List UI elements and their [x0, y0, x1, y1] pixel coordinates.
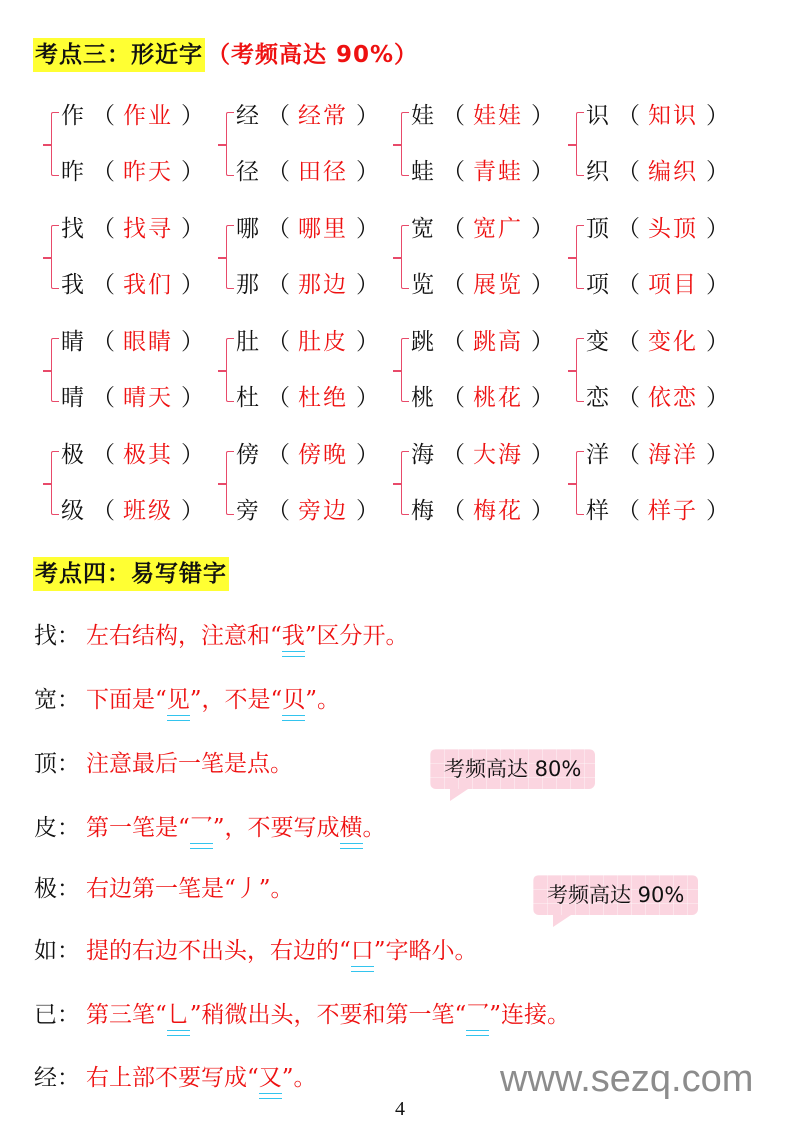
paren-open: （	[267, 159, 290, 185]
paren-open: （	[267, 498, 290, 524]
paren-close: ）	[181, 272, 204, 298]
pair-top	[586, 100, 737, 132]
example-word: 经常	[298, 103, 348, 129]
pair-bottom	[411, 156, 562, 188]
example-word: 晴天	[123, 385, 173, 411]
brace-icon	[576, 451, 584, 515]
paren-close: ）	[356, 272, 379, 298]
paren-open: （	[617, 216, 640, 242]
paren-close: ）	[181, 216, 204, 242]
brace-icon	[226, 451, 234, 515]
note-text: 注意最后一笔是点。	[86, 751, 293, 777]
paren-close: ）	[356, 216, 379, 242]
example-word: 梅花	[473, 498, 523, 524]
example-word: 作业	[123, 103, 173, 129]
pair-top	[61, 100, 212, 132]
char: 样	[586, 498, 609, 524]
paren-open: （	[617, 272, 640, 298]
section4-heading	[33, 557, 229, 591]
paren-close: ）	[181, 103, 204, 129]
char-pair-group	[565, 92, 735, 192]
char: 级	[61, 498, 84, 524]
example-word: 头顶	[648, 216, 698, 242]
note-colon: ：	[57, 1002, 80, 1028]
paren-close: ）	[706, 216, 729, 242]
note-item	[34, 747, 293, 781]
note-item	[34, 811, 386, 845]
paren-close: ）	[706, 498, 729, 524]
brace-icon	[401, 338, 409, 402]
brace-icon	[51, 451, 59, 515]
note-colon: ：	[57, 938, 80, 964]
char-pair-group	[215, 205, 385, 305]
paren-open: （	[267, 103, 290, 129]
note-item	[34, 872, 294, 906]
note-colon: ：	[57, 751, 80, 777]
char: 洋	[586, 442, 609, 468]
paren-close: ）	[531, 498, 554, 524]
underlined-char: 我	[282, 619, 305, 653]
pair-top	[586, 326, 737, 358]
paren-open: （	[267, 442, 290, 468]
pair-bottom	[236, 156, 387, 188]
paren-open: （	[617, 442, 640, 468]
char: 作	[61, 103, 84, 129]
char: 变	[586, 329, 609, 355]
paren-open: （	[617, 385, 640, 411]
note-item	[34, 934, 478, 968]
page-number: 4	[395, 1098, 405, 1120]
note-colon: ：	[57, 623, 80, 649]
example-word: 那边	[298, 272, 348, 298]
pair-top	[61, 213, 212, 245]
pair-top	[586, 439, 737, 471]
note-char: 经	[34, 1065, 57, 1091]
char: 找	[61, 216, 84, 242]
underlined-char: 乛	[190, 811, 213, 845]
brace-icon	[51, 338, 59, 402]
char: 蛙	[411, 159, 434, 185]
brace-icon	[51, 112, 59, 176]
brace-icon	[51, 225, 59, 289]
pair-top	[236, 213, 387, 245]
char-pair-group	[390, 318, 560, 418]
note-char: 找	[34, 623, 57, 649]
pair-top	[586, 213, 737, 245]
note-char: 皮	[34, 815, 57, 841]
section3-heading	[33, 38, 418, 72]
note-char: 极	[34, 876, 57, 902]
char: 项	[586, 272, 609, 298]
paren-open: （	[442, 498, 465, 524]
paren-close: ）	[356, 385, 379, 411]
example-word: 我们	[123, 272, 173, 298]
paren-close: ）	[356, 329, 379, 355]
example-word: 海洋	[648, 442, 698, 468]
note-text: 第三笔“	[86, 1002, 167, 1028]
note-colon: ：	[57, 876, 80, 902]
paren-open: （	[617, 103, 640, 129]
note-text: 第一笔是“	[86, 815, 190, 841]
frequency-callout	[533, 875, 698, 915]
char: 旁	[236, 498, 259, 524]
pair-bottom	[586, 269, 737, 301]
note-text: ”，不是“	[189, 687, 283, 713]
paren-close: ）	[181, 329, 204, 355]
paren-open: （	[442, 159, 465, 185]
paren-open: （	[92, 159, 115, 185]
pair-top	[236, 326, 387, 358]
paren-close: ）	[531, 442, 554, 468]
paren-close: ）	[706, 103, 729, 129]
paren-open: （	[442, 272, 465, 298]
char-pair-group	[40, 92, 210, 192]
note-text: 右边第一笔是“丿”。	[86, 876, 294, 902]
note-text: ”区分开。	[304, 623, 409, 649]
example-word: 知识	[648, 103, 698, 129]
note-char: 如	[34, 938, 57, 964]
note-colon: ：	[57, 1065, 80, 1091]
brace-icon	[401, 451, 409, 515]
paren-open: （	[442, 216, 465, 242]
example-word: 大海	[473, 442, 523, 468]
example-word: 样子	[648, 498, 698, 524]
char-pair-group	[215, 431, 385, 531]
paren-open: （	[92, 385, 115, 411]
paren-open: （	[267, 329, 290, 355]
char: 经	[236, 103, 259, 129]
callout-text: 考频高达 90%	[547, 883, 685, 907]
pair-bottom	[236, 382, 387, 414]
example-word: 旁边	[298, 498, 348, 524]
paren-close: ）	[356, 498, 379, 524]
example-word: 项目	[648, 272, 698, 298]
char-pair-group	[215, 318, 385, 418]
paren-open: （	[92, 103, 115, 129]
pair-bottom	[586, 156, 737, 188]
char-pair-group	[390, 205, 560, 305]
char: 识	[586, 103, 609, 129]
example-word: 昨天	[123, 159, 173, 185]
underlined-char: 乛	[466, 998, 489, 1032]
note-text: 。	[362, 815, 386, 841]
example-word: 跳高	[473, 329, 523, 355]
char: 桃	[411, 385, 434, 411]
char: 傍	[236, 442, 259, 468]
example-word: 傍晚	[298, 442, 348, 468]
char: 肚	[236, 329, 259, 355]
note-item	[34, 619, 409, 653]
example-word: 杜绝	[298, 385, 348, 411]
char: 昨	[61, 159, 84, 185]
paren-close: ）	[531, 272, 554, 298]
char: 极	[61, 442, 84, 468]
note-text: ”稍微出头，不要和第一笔“	[189, 1002, 467, 1028]
char: 顶	[586, 216, 609, 242]
paren-open: （	[92, 442, 115, 468]
pair-top	[236, 100, 387, 132]
note-text: ”字略小。	[373, 938, 478, 964]
paren-close: ）	[531, 216, 554, 242]
paren-close: ）	[181, 442, 204, 468]
underlined-char: 贝	[282, 683, 305, 717]
pair-top	[411, 213, 562, 245]
char: 娃	[411, 103, 434, 129]
char: 宽	[411, 216, 434, 242]
char-pair-group	[215, 92, 385, 192]
section4-title: 考点四：易写错字	[33, 557, 229, 591]
paren-close: ）	[706, 442, 729, 468]
paren-open: （	[617, 329, 640, 355]
pair-bottom	[61, 495, 212, 527]
note-colon: ：	[57, 815, 80, 841]
underlined-char: 又	[259, 1061, 282, 1095]
underlined-char: 见	[167, 683, 190, 717]
note-text: 提的右边不出头，右边的“	[86, 938, 351, 964]
note-colon: ：	[57, 687, 80, 713]
pair-bottom	[61, 156, 212, 188]
note-char: 已	[34, 1002, 57, 1028]
paren-open: （	[92, 216, 115, 242]
paren-open: （	[267, 272, 290, 298]
paren-open: （	[442, 329, 465, 355]
note-text: ”，不要写成	[212, 815, 340, 841]
note-text: ”连接。	[489, 1002, 571, 1028]
underlined-char: 乚	[167, 998, 190, 1032]
underlined-char: 口	[351, 934, 374, 968]
pair-bottom	[61, 269, 212, 301]
section3-frequency: （考频高达 90%）	[207, 42, 419, 68]
char: 海	[411, 442, 434, 468]
char-pair-group	[40, 431, 210, 531]
pair-bottom	[61, 382, 212, 414]
note-item	[34, 998, 570, 1032]
char: 杜	[236, 385, 259, 411]
paren-close: ）	[356, 442, 379, 468]
char-pair-group	[390, 431, 560, 531]
char: 哪	[236, 216, 259, 242]
paren-close: ）	[706, 272, 729, 298]
example-word: 找寻	[123, 216, 173, 242]
pair-top	[411, 326, 562, 358]
char: 织	[586, 159, 609, 185]
paren-close: ）	[706, 159, 729, 185]
pair-bottom	[411, 495, 562, 527]
note-char: 宽	[34, 687, 57, 713]
paren-open: （	[617, 498, 640, 524]
paren-close: ）	[531, 159, 554, 185]
example-word: 青蛙	[473, 159, 523, 185]
char-pair-group	[390, 92, 560, 192]
char: 我	[61, 272, 84, 298]
paren-open: （	[617, 159, 640, 185]
paren-close: ）	[531, 103, 554, 129]
char-pair-group	[565, 318, 735, 418]
example-word: 肚皮	[298, 329, 348, 355]
pair-top	[411, 100, 562, 132]
pair-top	[61, 439, 212, 471]
paren-close: ）	[181, 498, 204, 524]
example-word: 田径	[298, 159, 348, 185]
pair-bottom	[411, 269, 562, 301]
note-char: 顶	[34, 751, 57, 777]
pair-top	[411, 439, 562, 471]
paren-open: （	[442, 442, 465, 468]
paren-open: （	[442, 385, 465, 411]
pair-bottom	[586, 382, 737, 414]
brace-icon	[576, 112, 584, 176]
char-pair-group	[40, 205, 210, 305]
note-text: ”。	[281, 1065, 317, 1091]
paren-open: （	[442, 103, 465, 129]
char-pair-group	[565, 205, 735, 305]
pair-bottom	[586, 495, 737, 527]
char-pair-group	[40, 318, 210, 418]
char: 晴	[61, 385, 84, 411]
example-word: 班级	[123, 498, 173, 524]
brace-icon	[401, 225, 409, 289]
paren-close: ）	[181, 159, 204, 185]
char: 恋	[586, 385, 609, 411]
example-word: 极其	[123, 442, 173, 468]
char: 那	[236, 272, 259, 298]
paren-close: ）	[356, 103, 379, 129]
brace-icon	[226, 225, 234, 289]
example-word: 宽广	[473, 216, 523, 242]
note-text: 下面是“	[86, 687, 167, 713]
paren-close: ）	[706, 329, 729, 355]
watermark: www.sezq.com	[500, 1058, 754, 1100]
pair-bottom	[411, 382, 562, 414]
paren-open: （	[92, 272, 115, 298]
example-word: 编织	[648, 159, 698, 185]
note-item	[34, 1061, 317, 1095]
example-word: 变化	[648, 329, 698, 355]
char: 径	[236, 159, 259, 185]
underlined-char: 横	[340, 811, 363, 845]
char: 梅	[411, 498, 434, 524]
callout-text: 考频高达 80%	[444, 757, 582, 781]
brace-icon	[576, 338, 584, 402]
pair-top	[61, 326, 212, 358]
example-word: 哪里	[298, 216, 348, 242]
example-word: 桃花	[473, 385, 523, 411]
paren-open: （	[267, 216, 290, 242]
char: 跳	[411, 329, 434, 355]
paren-open: （	[267, 385, 290, 411]
brace-icon	[226, 338, 234, 402]
paren-close: ）	[531, 385, 554, 411]
note-text: 左右结构，注意和“	[86, 623, 282, 649]
example-word: 娃娃	[473, 103, 523, 129]
brace-icon	[576, 225, 584, 289]
char: 览	[411, 272, 434, 298]
note-text: ”。	[305, 687, 341, 713]
frequency-callout	[430, 749, 595, 789]
paren-close: ）	[181, 385, 204, 411]
note-text: 右上部不要写成“	[86, 1065, 259, 1091]
pair-bottom	[236, 269, 387, 301]
example-word: 眼睛	[123, 329, 173, 355]
example-word: 展览	[473, 272, 523, 298]
paren-open: （	[92, 329, 115, 355]
brace-icon	[226, 112, 234, 176]
paren-close: ）	[356, 159, 379, 185]
note-item	[34, 683, 340, 717]
paren-close: ）	[706, 385, 729, 411]
brace-icon	[401, 112, 409, 176]
paren-open: （	[92, 498, 115, 524]
section3-title: 考点三：形近字	[33, 38, 205, 72]
pair-top	[236, 439, 387, 471]
char: 睛	[61, 329, 84, 355]
char-pair-group	[565, 431, 735, 531]
example-word: 依恋	[648, 385, 698, 411]
paren-close: ）	[531, 329, 554, 355]
pair-bottom	[236, 495, 387, 527]
